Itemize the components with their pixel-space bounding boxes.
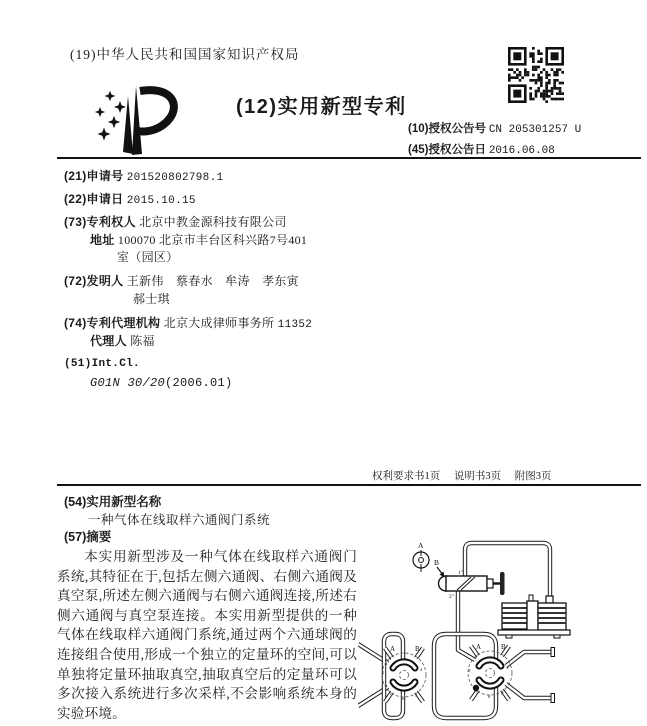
port-number: 5	[415, 693, 418, 698]
address-value: 100070 北京市丰台区科兴路7号401	[117, 233, 308, 247]
callout-b-label: B	[434, 558, 440, 567]
agency-line	[64, 314, 312, 331]
agent-value: 陈福	[130, 334, 155, 348]
patentee-address-line-2	[117, 248, 179, 265]
invention-title: 一种气体在线取样六通阀门系统	[88, 513, 271, 527]
agency-label: (74)专利代理机构	[64, 316, 161, 330]
pages-info-line	[372, 468, 563, 483]
patentee-value: 北京中教金源科技有限公司	[139, 215, 287, 229]
publication-number-line	[408, 120, 581, 136]
publication-number-value: CN 205301257 U	[488, 124, 582, 136]
publication-date-line	[408, 141, 555, 157]
abstract-section-label: (57)摘要	[64, 530, 112, 544]
application-date-line	[64, 190, 196, 207]
right-valve-b-label: B	[501, 643, 506, 651]
application-number-label: (21)申请号	[64, 169, 124, 183]
port-number: 1'	[475, 689, 479, 694]
port-number: 3'	[475, 654, 479, 659]
qr-code	[508, 47, 564, 103]
port-number: 2'	[468, 668, 472, 673]
right-valve-a-label: A	[476, 643, 482, 651]
port-number: 5'	[501, 691, 505, 696]
title-section-label: (54)实用新型名称	[64, 495, 162, 509]
patentee-line	[64, 213, 287, 230]
tube-end-cap	[551, 648, 555, 657]
sampling-stopcock	[439, 572, 505, 595]
patentee-label: (73)专利权人	[64, 215, 136, 229]
stopcock-port-1-label: 1''	[458, 570, 463, 576]
intcl-label: (51)Int.Cl.	[64, 358, 140, 370]
application-number-value: 201520802798.1	[126, 172, 224, 184]
abstract-figure	[358, 538, 647, 726]
publication-number-label: (10)授权公告号	[408, 123, 486, 135]
port-number: 6	[402, 696, 405, 701]
inventors-label: (72)发明人	[64, 274, 124, 288]
intcl-class-line	[90, 375, 233, 390]
claims-pages: 权利要求书1页	[372, 471, 441, 482]
agency-code: 11352	[277, 319, 313, 331]
sipo-logo-graphic	[76, 82, 194, 160]
agent-line	[90, 332, 155, 349]
patent-office-line: (19)中华人民共和国国家知识产权局	[70, 47, 300, 62]
port-number: 6'	[488, 694, 492, 699]
body-divider	[57, 484, 641, 486]
right-six-port-valve	[468, 643, 512, 700]
port-number: 4'	[506, 665, 510, 670]
port-number: 4	[420, 667, 423, 672]
qr-code-graphic	[508, 47, 564, 103]
header-divider	[57, 157, 641, 159]
callout-a-label: A	[418, 541, 424, 550]
publication-date-value: 2016.06.08	[488, 145, 555, 157]
address-label: 地址	[90, 233, 115, 247]
left-valve-a-label: A	[390, 645, 396, 653]
detail-callout	[413, 541, 445, 578]
abstract-text: 本实用新型涉及一种气体在线取样六通阀门系统,其特征在于,包括左侧六通阀、右侧六通阀及真空泵,所述左侧六通阀与右侧六通阀连接,所述右侧六通阀与真空泵连接。本实用新型提供的一种气体在线取样六通阀门系统,通过两个六通球阀的连接组合使用,形成一个独立的定量环的空间,可以单独将定量环抽取真空,抽取真空后的定量环可以多次接入系统进行多次采样,不会影响系统本身的实验环境。	[57, 549, 357, 721]
application-date-label: (22)申请日	[64, 192, 124, 206]
port-number: 2	[382, 670, 385, 675]
inventors-value: 王新伟 蔡春水 牟涛 孝东寅	[126, 274, 299, 288]
vacuum-pump	[498, 595, 570, 638]
patentee-address-line	[90, 231, 307, 248]
stopcock-port-2-label: 2''	[449, 594, 454, 600]
port-number: 1	[389, 691, 392, 696]
agency-value: 北京大成律师事务所	[163, 316, 275, 330]
sipo-logo	[76, 82, 194, 160]
right-outlet-tube-bottom	[506, 684, 552, 698]
figures-pages: 附图3页	[514, 471, 552, 482]
description-pages: 说明书3页	[453, 471, 502, 482]
inventors-value-2: 郝士琪	[133, 292, 170, 306]
right-outlet-tube-top	[506, 652, 552, 666]
address-value-2: 室（园区）	[117, 250, 179, 264]
inventors-line-2	[133, 290, 170, 307]
intcl-year: (2006.01)	[165, 376, 233, 390]
publication-date-label: (45)授权公告日	[408, 144, 486, 156]
stopcock-handle	[500, 572, 505, 595]
application-number-line	[64, 167, 223, 184]
document-type-title: (12)实用新型专利	[236, 96, 407, 118]
tube-end-cap	[551, 694, 555, 703]
intcl-line	[64, 355, 140, 370]
agent-label: 代理人	[90, 334, 127, 348]
intcl-class: G01N 30/20	[90, 376, 166, 390]
inventors-line	[64, 272, 299, 289]
port-number: 3	[389, 656, 392, 661]
left-valve-b-label: B	[415, 645, 420, 653]
application-date-value: 2015.10.15	[126, 195, 196, 207]
valve-system-diagram	[358, 538, 647, 726]
